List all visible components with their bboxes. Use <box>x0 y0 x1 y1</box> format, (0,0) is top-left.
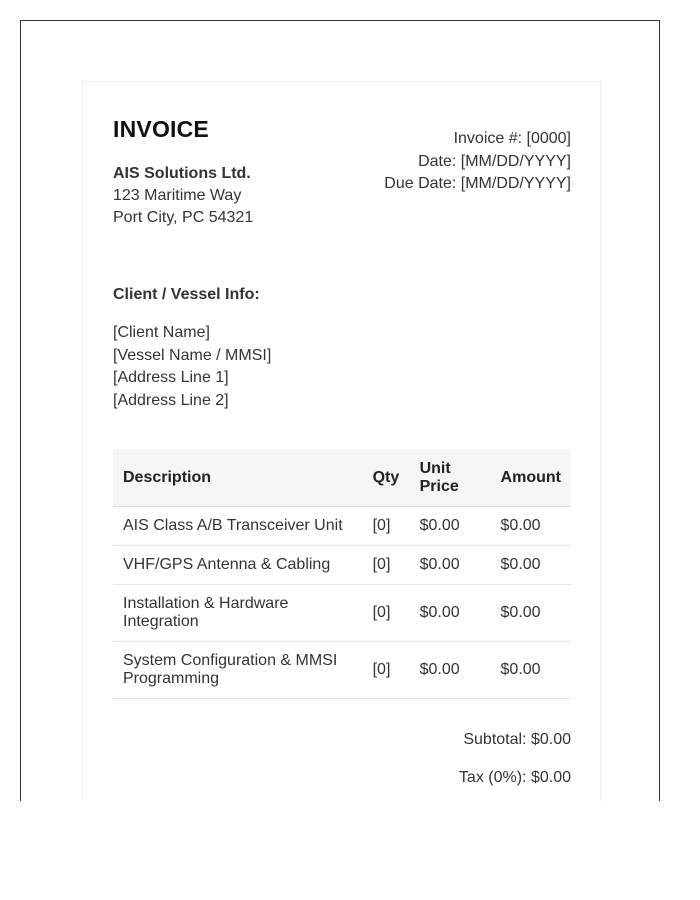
header-unit-price: Unit Price <box>410 449 491 507</box>
invoice-number <box>384 128 571 151</box>
company-address-line2: Port City, PC 54321 <box>113 209 254 226</box>
row-unit-price: $0.00 <box>410 546 491 585</box>
row-qty: [0] <box>363 507 410 546</box>
due-date-label: Due Date: <box>384 175 457 192</box>
row-amount: $0.00 <box>491 507 571 546</box>
invoice-card <box>82 81 601 801</box>
header-qty: Qty <box>363 449 410 507</box>
row-description: VHF/GPS Antenna & Cabling <box>113 546 363 585</box>
subtotal-value: $0.00 <box>530 731 571 748</box>
invoice-date-value: [MM/DD/YYYY] <box>460 152 571 170</box>
table-row <box>113 507 571 546</box>
company-address-line1: 123 Maritime Way <box>113 187 242 204</box>
due-date-value: [MM/DD/YYYY] <box>460 175 571 192</box>
row-description: AIS Class A/B Transceiver Unit <box>113 507 363 546</box>
totals <box>459 731 571 801</box>
invoice-meta <box>384 128 571 196</box>
vessel-name: [Vessel Name / MMSI] <box>113 346 272 364</box>
table-row <box>113 585 571 642</box>
tax <box>459 769 571 801</box>
row-amount: $0.00 <box>491 546 571 585</box>
header-description: Description <box>113 449 363 507</box>
client-name: [Client Name] <box>113 324 210 341</box>
row-qty: [0] <box>363 585 410 642</box>
tax-value: $0.00 <box>530 769 571 786</box>
header-amount: Amount <box>491 449 571 507</box>
row-amount: $0.00 <box>491 642 571 699</box>
invoice-date-label: Date: <box>418 152 457 170</box>
row-qty: [0] <box>363 546 410 585</box>
tax-label: Tax (0%): <box>458 769 527 786</box>
invoice-due-date <box>384 173 571 196</box>
subtotal <box>459 731 571 769</box>
document-frame <box>20 20 660 801</box>
table-row <box>113 546 571 585</box>
subtotal-label: Subtotal: <box>463 731 527 748</box>
client-address-line1: [Address Line 1] <box>113 369 229 386</box>
row-amount: $0.00 <box>491 585 571 642</box>
company-info <box>113 163 253 229</box>
client-info <box>113 322 271 412</box>
line-items-table <box>113 449 571 699</box>
row-description: Installation & Hardware Integration <box>113 585 363 642</box>
invoice-number-label: Invoice #: <box>453 130 523 147</box>
invoice-number-value: [0000] <box>526 130 571 147</box>
invoice-date <box>384 151 571 174</box>
row-unit-price: $0.00 <box>410 585 491 642</box>
client-heading: Client / Vessel Info: <box>113 286 260 303</box>
row-unit-price: $0.00 <box>410 507 491 546</box>
row-description: System Configuration & MMSI Programming <box>113 642 363 699</box>
row-qty: [0] <box>363 642 410 699</box>
table-header-row <box>113 449 571 507</box>
client-address-line2: [Address Line 2] <box>113 391 229 409</box>
invoice-title: INVOICE <box>113 116 209 142</box>
row-unit-price: $0.00 <box>410 642 491 699</box>
table-row <box>113 642 571 699</box>
company-name: AIS Solutions Ltd. <box>113 165 251 182</box>
